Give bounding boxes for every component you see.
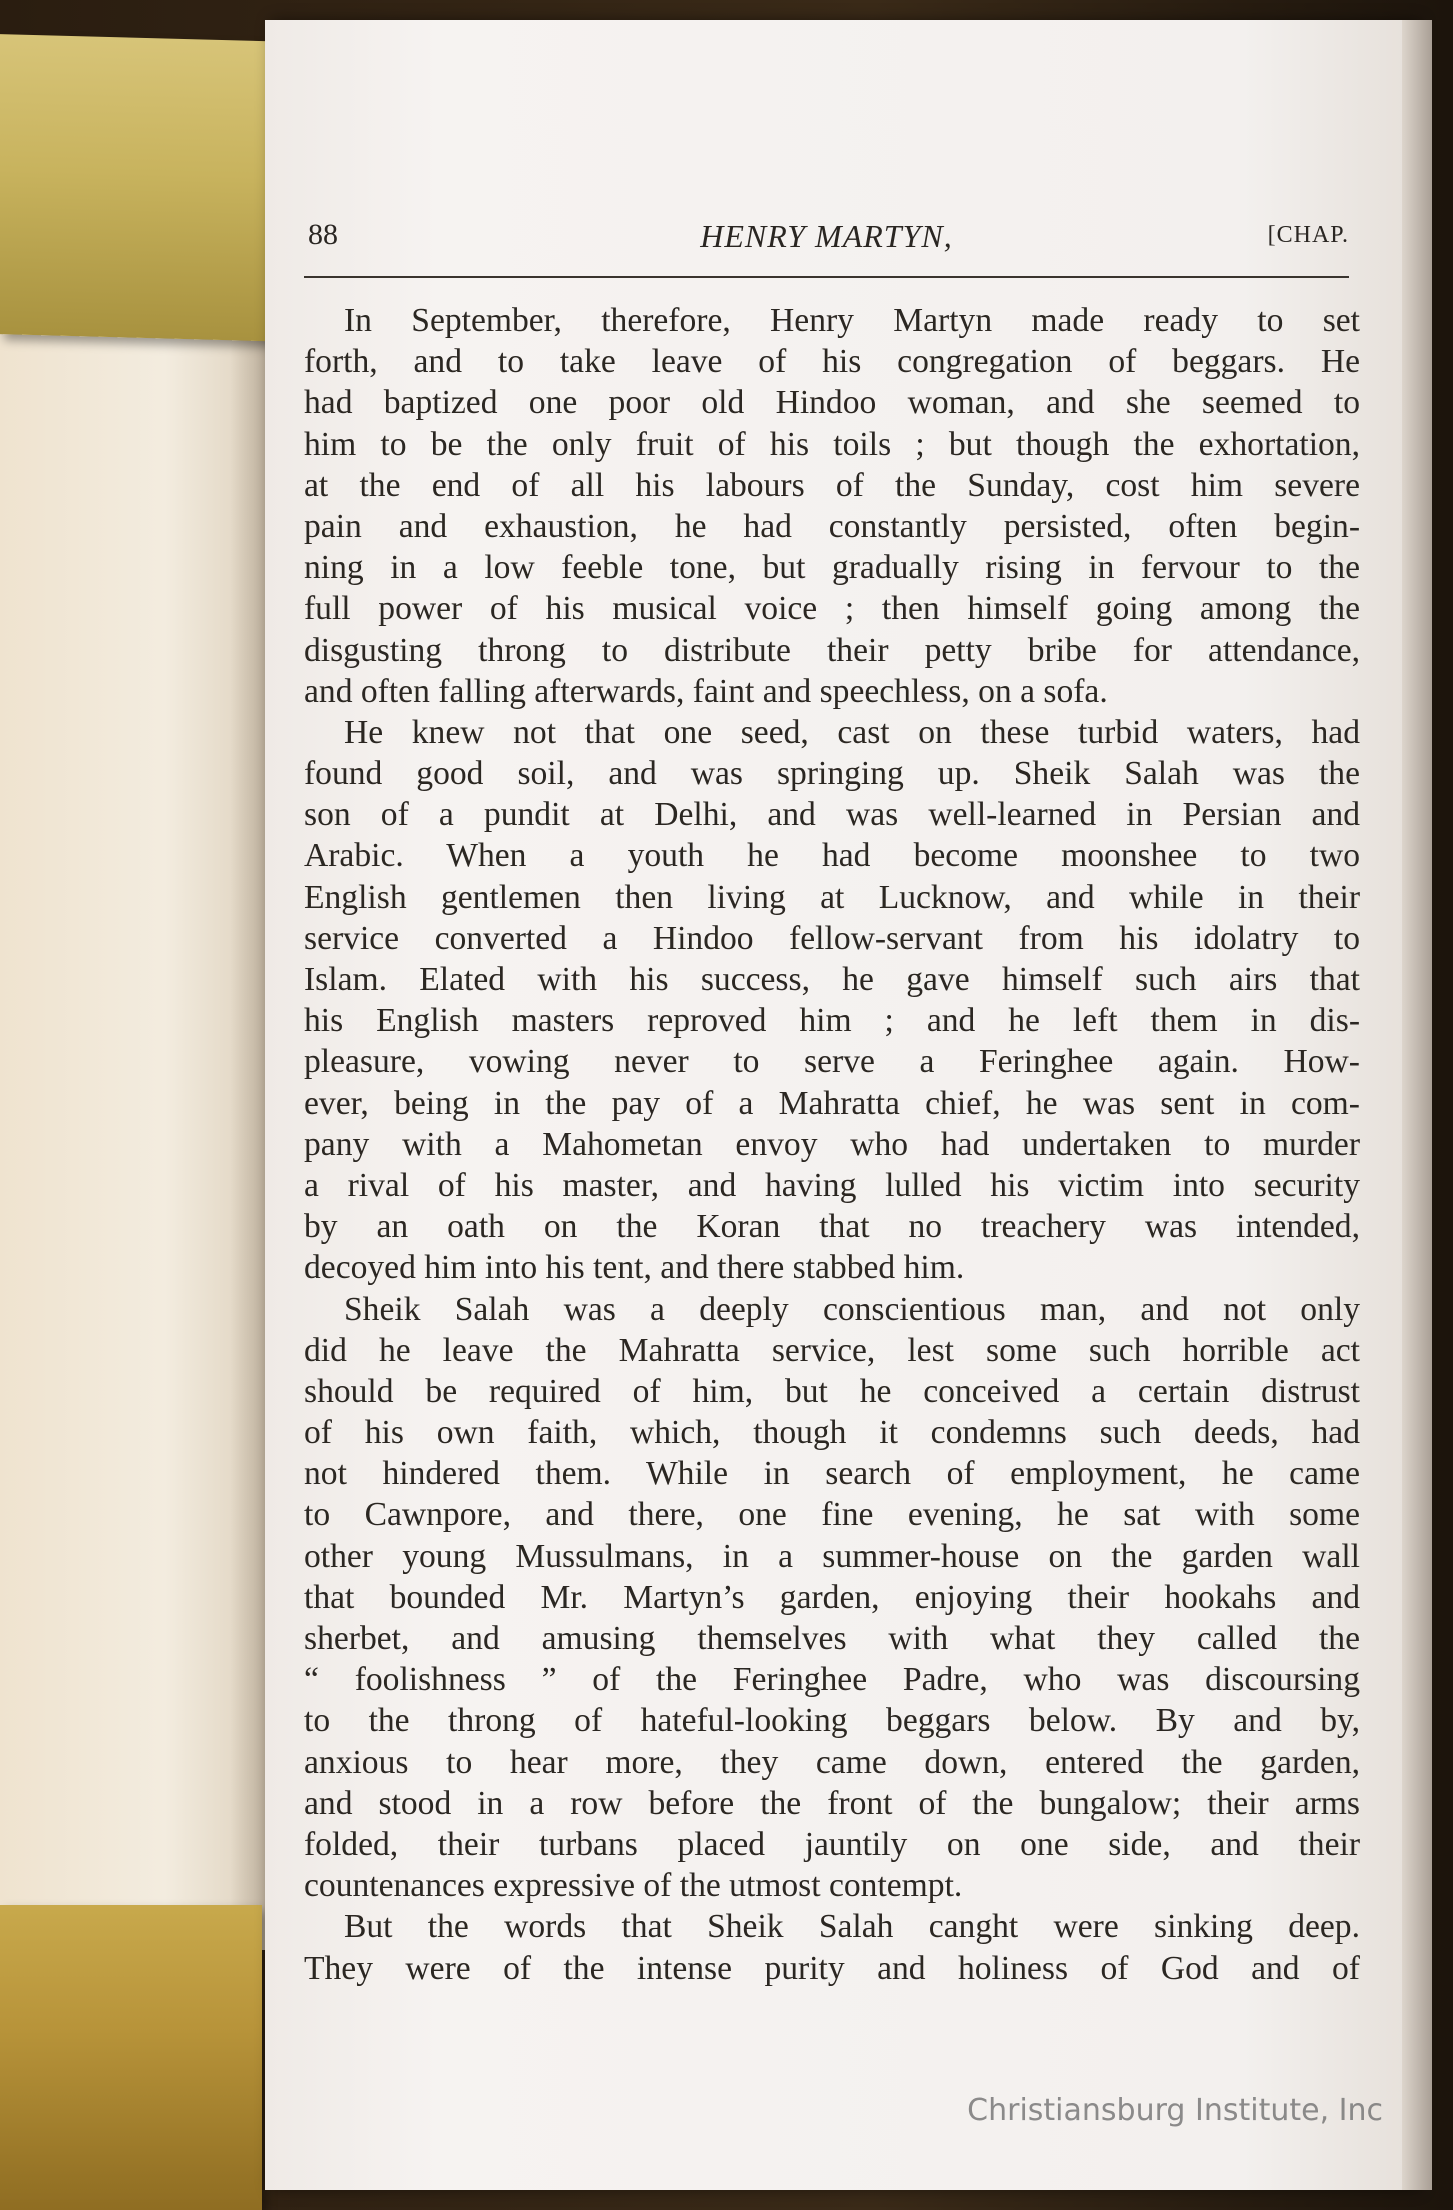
- text-line: to the throng of hateful-looking beggars below. By and by,: [304, 1702, 1360, 1740]
- text-line: forth, and to take leave of his congregation of beggars. He: [304, 343, 1360, 381]
- text-line: pany with a Mahometan envoy who had undertaken to murder: [304, 1125, 1360, 1163]
- text-line: other young Mussulmans, in a summer-house on the garden wall: [304, 1537, 1360, 1575]
- text-line: They were of the intense purity and holiness of God and of: [304, 1949, 1360, 1987]
- text-line: countenances expressive of the utmost contempt.: [304, 1867, 963, 1905]
- text-line: did he leave the Mahratta service, lest some such horrible act: [304, 1331, 1360, 1369]
- paragraph: [304, 712, 1360, 1289]
- text-line: sherbet, and amusing themselves with what they called the: [304, 1620, 1360, 1657]
- text-line: ever, being in the pay of a Mahratta chief, he was sent in com-: [304, 1084, 1360, 1122]
- paragraph: [304, 1906, 1360, 1988]
- text-line: decoyed him into his tent, and there stabbed him.: [304, 1249, 965, 1287]
- text-line: son of a pundit at Delhi, and was well-learned in Persian and: [304, 796, 1360, 834]
- gilt-page-tab-bottom: [0, 1905, 262, 2210]
- text-line: “ foolishness ” of the Feringhee Padre, who was discoursing: [304, 1661, 1360, 1699]
- text-line: and stood in a row before the front of the bungalow; their arms: [304, 1784, 1360, 1822]
- page-number: 88: [308, 218, 338, 251]
- text-line: In September, therefore, Henry Martyn made ready to set: [344, 302, 1360, 339]
- text-line: Islam. Elated with his success, he gave himself such airs that: [304, 961, 1360, 998]
- watermark: Christiansburg Institute, Inc: [967, 2093, 1383, 2128]
- text-line: that bounded Mr. Martyn’s garden, enjoying their hookahs and: [304, 1578, 1360, 1616]
- body-text: [304, 300, 1360, 1989]
- text-line: not hindered them. While in search of employment, he came: [304, 1455, 1360, 1493]
- text-line: to Cawnpore, and there, one fine evening, he sat with some: [304, 1496, 1360, 1534]
- text-line: pain and exhaustion, he had constantly persisted, often begin-: [304, 507, 1360, 545]
- text-line: at the end of all his labours of the Sunday, cost him severe: [304, 466, 1360, 504]
- text-line: English gentlemen then living at Lucknow, and while in their: [304, 878, 1360, 916]
- text-line: folded, their turbans placed jauntily on one side, and their: [304, 1825, 1360, 1863]
- paragraph: [304, 1289, 1360, 1907]
- text-line: had baptized one poor old Hindoo woman, and she seemed to: [304, 384, 1360, 422]
- text-line: should be required of him, but he conceived a certain distrust: [304, 1372, 1360, 1410]
- gilt-page-tab-top: [0, 34, 292, 342]
- text-line: ning in a low feeble tone, but gradually rising in fervour to the: [304, 549, 1360, 587]
- text-line: his English masters reproved him ; and he left them in dis-: [304, 1002, 1360, 1040]
- running-title: HENRY MARTYN,: [700, 218, 953, 254]
- text-line: pleasure, vowing never to serve a Feringhee again. How-: [304, 1043, 1360, 1081]
- text-line: service converted a Hindoo fellow-servant from his idolatry to: [304, 919, 1360, 957]
- text-line: and often falling afterwards, faint and speechless, on a sofa.: [304, 672, 1108, 710]
- page-right-edge: [1402, 20, 1432, 2190]
- text-line: But the words that Sheik Salah canght were sinking deep.: [344, 1908, 1360, 1946]
- text-line: found good soil, and was springing up. Sheik Salah was the: [304, 755, 1360, 793]
- text-line: Arabic. When a youth he had become moonshee to two: [304, 837, 1360, 875]
- text-line: full power of his musical voice ; then himself going among the: [304, 590, 1360, 628]
- chapter-mark: [CHAP.: [1267, 222, 1349, 248]
- text-line: Sheik Salah was a deeply conscientious man, and not only: [344, 1290, 1360, 1328]
- text-line: a rival of his master, and having lulled his victim into security: [304, 1166, 1360, 1204]
- text-line: anxious to hear more, they came down, entered the garden,: [304, 1743, 1360, 1781]
- text-line: him to be the only fruit of his toils ; but though the exhortation,: [304, 425, 1360, 463]
- text-line: He knew not that one seed, cast on these turbid waters, had: [344, 713, 1360, 751]
- text-line: by an oath on the Koran that no treachery was intended,: [304, 1208, 1360, 1246]
- text-line: disgusting throng to distribute their petty bribe for attendance,: [304, 631, 1360, 669]
- running-header: [304, 210, 1349, 270]
- header-rule: [304, 276, 1349, 278]
- paragraph: [304, 300, 1360, 712]
- text-line: of his own faith, which, though it condemns such deeds, had: [304, 1414, 1360, 1452]
